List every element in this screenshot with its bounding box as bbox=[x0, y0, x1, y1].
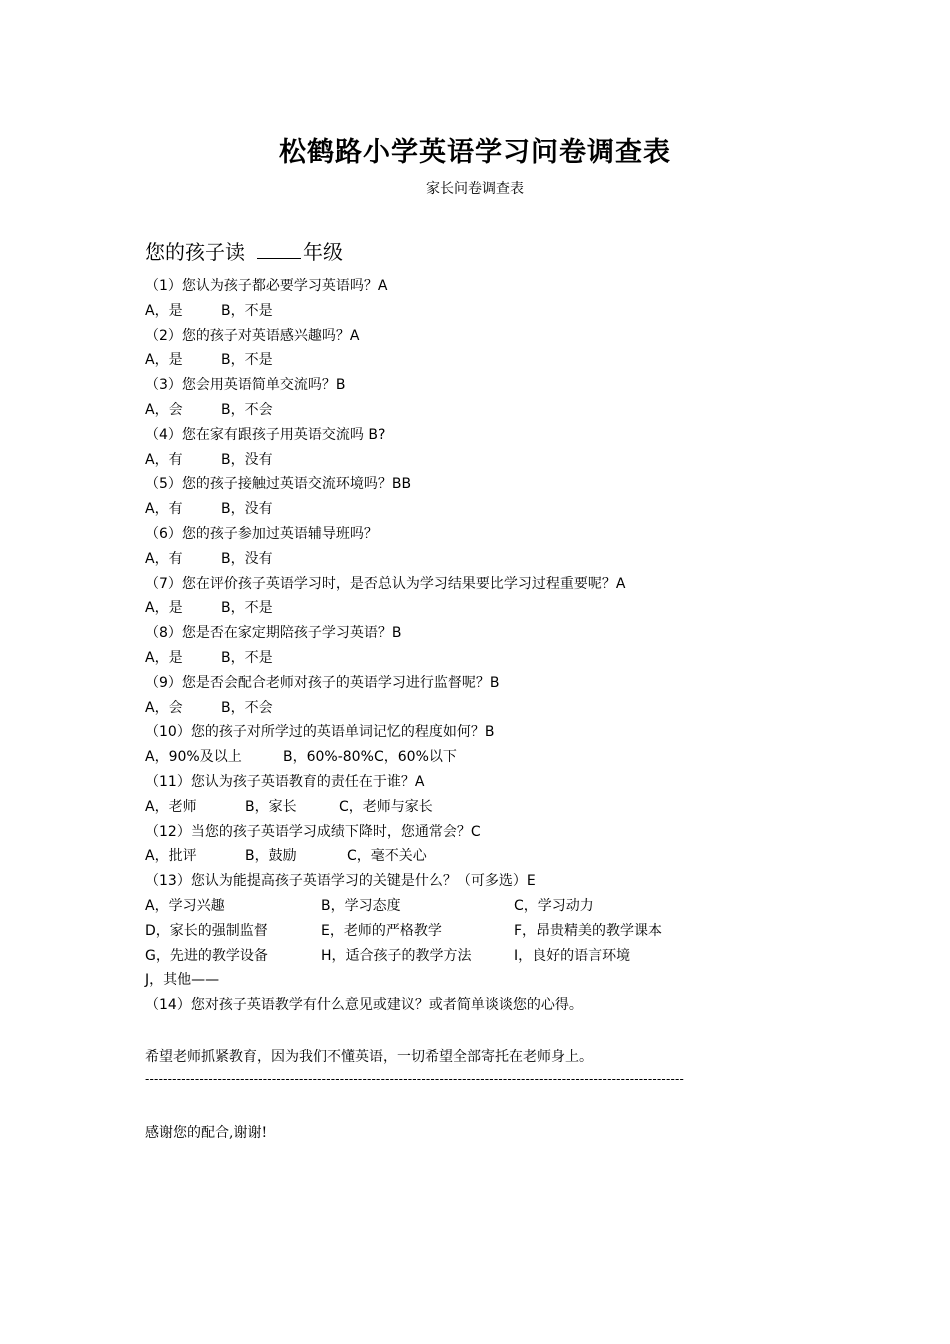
option[interactable]: G，先进的教学设备 bbox=[145, 947, 268, 964]
option[interactable]: A，有 bbox=[145, 451, 183, 468]
option[interactable]: F，昂贵精美的教学课本 bbox=[514, 922, 663, 939]
question-10: （10）您的孩子对所学过的英语单词记忆的程度如何？B bbox=[145, 724, 495, 741]
options-6 bbox=[145, 547, 785, 572]
option[interactable]: B，没有 bbox=[221, 451, 273, 468]
option[interactable]: A，批评 bbox=[145, 848, 197, 865]
option[interactable]: A，会 bbox=[145, 699, 183, 716]
question-2: （2）您的孩子对英语感兴趣吗？A bbox=[145, 327, 360, 344]
grade-blank[interactable] bbox=[257, 240, 301, 259]
questionnaire bbox=[145, 274, 785, 1018]
answer-text: 希望老师抓紧教育，因为我们不懂英语，一切希望全部寄托在老师身上。 bbox=[145, 1049, 593, 1065]
question-1: （1）您认为孩子都必要学习英语吗？A bbox=[145, 278, 388, 294]
grade-line bbox=[145, 236, 343, 265]
option[interactable]: A，是 bbox=[145, 649, 183, 666]
options-13-row-2 bbox=[145, 919, 785, 944]
options-13-row-3 bbox=[145, 944, 785, 969]
option[interactable]: B，没有 bbox=[221, 501, 273, 518]
question-14: （14）您对孩子英语教学有什么意见或建议？或者简单谈谈您的心得。 bbox=[145, 997, 583, 1014]
options-1 bbox=[145, 299, 785, 324]
option[interactable]: A，是 bbox=[145, 352, 183, 369]
option-other[interactable]: J，其他—— bbox=[145, 972, 220, 989]
grade-prefix: 您的孩子读 bbox=[145, 240, 245, 264]
option[interactable]: A，是 bbox=[145, 600, 183, 617]
option[interactable]: B，不是 bbox=[221, 649, 273, 666]
thanks-text: 感谢您的配合,谢谢! bbox=[145, 1125, 268, 1141]
options-2 bbox=[145, 348, 785, 373]
option[interactable]: B，不是 bbox=[221, 600, 273, 617]
option[interactable]: B，鼓励 bbox=[245, 848, 297, 865]
options-5 bbox=[145, 497, 785, 522]
option[interactable]: C，学习动力 bbox=[514, 897, 594, 914]
option[interactable]: H，适合孩子的教学方法 bbox=[321, 947, 472, 964]
option[interactable]: A，会 bbox=[145, 401, 183, 418]
option[interactable]: A，是 bbox=[145, 302, 183, 319]
options-7 bbox=[145, 596, 785, 621]
option[interactable]: B，没有 bbox=[221, 550, 273, 567]
option[interactable]: A，老师 bbox=[145, 798, 197, 815]
option[interactable]: B，不会 bbox=[221, 401, 273, 418]
options-8 bbox=[145, 646, 785, 671]
page-title: 松鹤路小学英语学习问卷调查表 bbox=[279, 137, 671, 168]
options-3 bbox=[145, 398, 785, 423]
page-subtitle: 家长问卷调查表 bbox=[426, 181, 524, 197]
question-9: （9）您是否会配合老师对孩子的英语学习进行监督呢？B bbox=[145, 674, 500, 691]
question-12: （12）当您的孩子英语学习成绩下降时，您通常会？C bbox=[145, 823, 481, 840]
question-6: （6）您的孩子参加过英语辅导班吗？ bbox=[145, 525, 378, 542]
question-13: （13）您认为能提高孩子英语学习的关键是什么？（可多选）E bbox=[145, 873, 536, 890]
dashed-divider: ----------------------------------------------------------------------------------------------------------------------- bbox=[145, 1072, 685, 1086]
option[interactable]: B，学习态度 bbox=[321, 897, 401, 914]
option[interactable]: C，老师与家长 bbox=[339, 798, 433, 815]
option[interactable]: A，有 bbox=[145, 501, 183, 518]
option[interactable]: A，90%及以上 bbox=[145, 749, 242, 766]
grade-suffix: 年级 bbox=[303, 240, 343, 264]
options-9 bbox=[145, 696, 785, 721]
question-8: （8）您是否在家定期陪孩子学习英语？B bbox=[145, 625, 402, 642]
option[interactable]: D，家长的强制监督 bbox=[145, 922, 268, 939]
option[interactable]: A，学习兴趣 bbox=[145, 897, 225, 914]
option[interactable]: I，良好的语言环境 bbox=[514, 947, 631, 964]
options-4 bbox=[145, 448, 785, 473]
option[interactable]: C，毫不关心 bbox=[347, 848, 427, 865]
option[interactable]: C，60%以下 bbox=[374, 749, 457, 766]
question-4: （4）您在家有跟孩子用英语交流吗 B? bbox=[145, 426, 386, 443]
option[interactable]: B，60%-80% bbox=[283, 749, 374, 766]
options-10 bbox=[145, 745, 785, 770]
option[interactable]: B，不是 bbox=[221, 302, 273, 319]
question-7: （7）您在评价孩子英语学习时，是否总认为学习结果要比学习过程重要呢？A bbox=[145, 575, 626, 592]
options-12 bbox=[145, 844, 785, 869]
option[interactable]: B，不是 bbox=[221, 352, 273, 369]
question-5: （5）您的孩子接触过英语交流环境吗？BB bbox=[145, 476, 412, 493]
question-3: （3）您会用英语简单交流吗？B bbox=[145, 377, 346, 394]
option[interactable]: B，家长 bbox=[245, 798, 297, 815]
options-11 bbox=[145, 795, 785, 820]
option[interactable]: E，老师的严格教学 bbox=[321, 922, 442, 939]
option[interactable]: B，不会 bbox=[221, 699, 273, 716]
question-11: （11）您认为孩子英语教育的责任在于谁？A bbox=[145, 773, 425, 790]
option[interactable]: A，有 bbox=[145, 550, 183, 567]
options-13-row-1 bbox=[145, 894, 785, 919]
